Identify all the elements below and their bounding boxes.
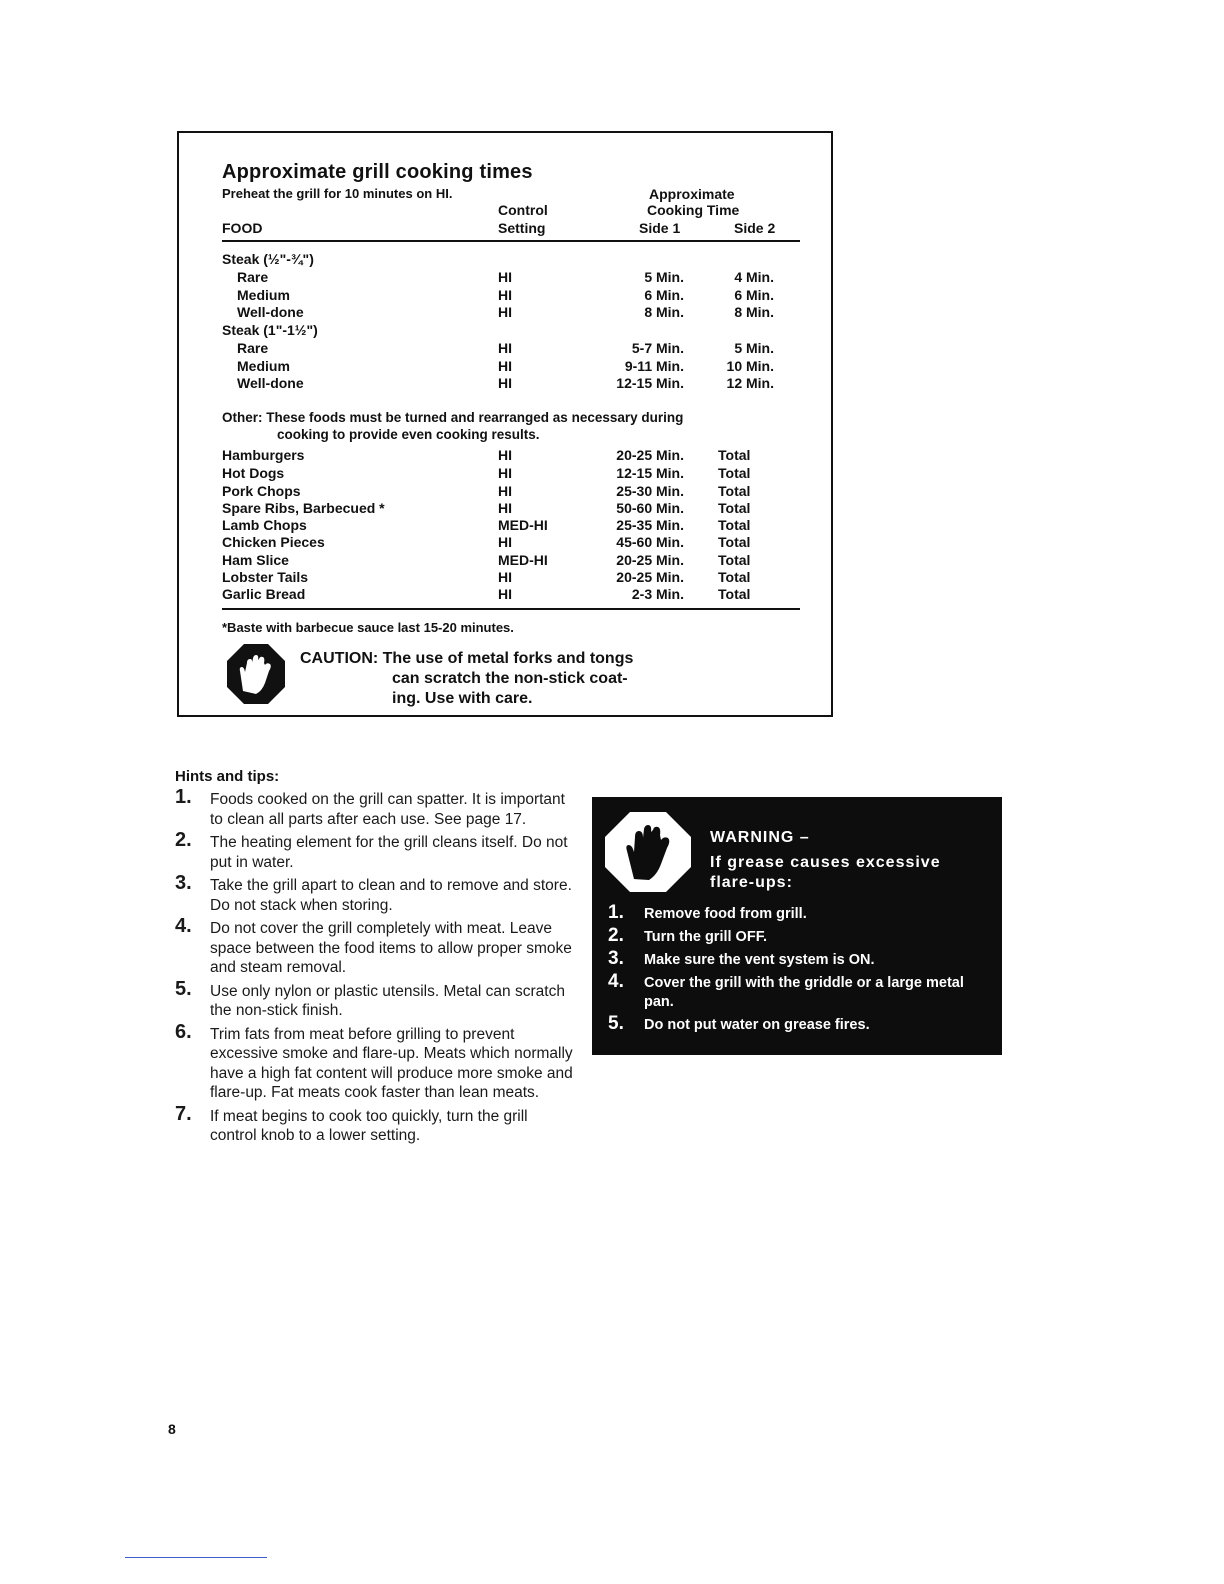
table-row: [179, 358, 831, 376]
side-1-time: 6 Min.: [644, 287, 684, 303]
total-label: Total: [718, 465, 751, 481]
side-1-time: 5 Min.: [644, 269, 684, 285]
control-setting: HI: [498, 483, 512, 499]
warning-subtitle-line-2: flare-ups:: [710, 874, 793, 891]
total-label: Total: [718, 552, 751, 568]
item-number: 1.: [608, 902, 624, 923]
table-row: [179, 569, 831, 587]
warning-subtitle: [710, 853, 941, 893]
side-1-time: 8 Min.: [644, 304, 684, 320]
table-row: [179, 269, 831, 287]
item-number: 3.: [608, 948, 624, 969]
table-row: [179, 304, 831, 322]
control-setting: HI: [498, 447, 512, 463]
page-number: 8: [168, 1421, 176, 1437]
control-setting: HI: [498, 340, 512, 356]
item-number: 3.: [175, 872, 192, 894]
group-label: Steak (1"-1½"): [222, 322, 318, 338]
side-2-time: 4 Min.: [734, 269, 774, 285]
item-number: 4.: [608, 971, 624, 992]
table-title: Approximate grill cooking times: [222, 161, 533, 183]
warning-box: [592, 797, 1002, 1055]
warning-hand-icon: [604, 811, 692, 893]
control-setting: HI: [498, 465, 512, 481]
table-row: [179, 465, 831, 483]
total-label: Total: [718, 483, 751, 499]
caution-message: [300, 649, 633, 709]
item-text: Take the grill apart to clean and to remove and store. Do not stack when storing.: [210, 877, 572, 914]
hints-list: [175, 786, 575, 1150]
total-label: Total: [718, 586, 751, 602]
total-label: Total: [718, 500, 751, 516]
item-number: 4.: [175, 915, 192, 937]
control-setting: HI: [498, 586, 512, 602]
cooking-time: 25-30 Min.: [616, 483, 684, 499]
side-2-time: 10 Min.: [726, 358, 774, 374]
group-label: Steak (½"-¾"): [222, 251, 314, 267]
table-row: [179, 500, 831, 518]
item-number: 1.: [175, 786, 192, 808]
food-name: Lobster Tails: [222, 569, 309, 585]
cooking-time: 20-25 Min.: [616, 447, 684, 463]
side-1-time: 9-11 Min.: [624, 358, 684, 374]
table-row: [179, 287, 831, 305]
caution-hand-icon: [226, 643, 286, 705]
food-name: Hamburgers: [222, 447, 305, 463]
grill-cooking-times-box: [177, 131, 833, 717]
caution-line-1: CAUTION: The use of metal forks and tongs: [300, 650, 634, 667]
cooking-time: 25-35 Min.: [616, 517, 684, 533]
food-name: Hot Dogs: [222, 465, 285, 481]
total-label: Total: [718, 534, 751, 550]
control-setting: HI: [498, 358, 512, 374]
list-item: [608, 925, 993, 947]
item-text: Remove food from grill.: [644, 906, 807, 922]
item-number: 6.: [175, 1020, 192, 1043]
item-text: The heating element for the grill cleans itself. Do not put in water.: [210, 834, 568, 871]
warning-title: WARNING –: [710, 829, 810, 846]
cooking-time: 20-25 Min.: [616, 569, 684, 585]
total-label: Total: [718, 569, 751, 585]
item-text: Trim fats from meat before grilling to prevent excessive smoke and flare-up. Meats which normally have a high fat content will produce more smoke and flare-up. Fat meats cook faster than lean meats.: [210, 1025, 573, 1101]
hints-title: Hints and tips:: [175, 768, 280, 785]
side-2-time: 6 Min.: [734, 287, 774, 303]
list-item: [175, 1102, 575, 1146]
control-setting: MED-HI: [498, 517, 548, 533]
side-2-time: 12 Min.: [726, 375, 774, 391]
cooking-time: 50-60 Min.: [616, 500, 684, 516]
table-row: [179, 340, 831, 358]
table-row: [179, 375, 831, 393]
header-setting: Setting: [498, 220, 546, 236]
header-side-2: Side 2: [734, 220, 776, 236]
food-name: Rare: [237, 340, 269, 356]
control-setting: HI: [498, 269, 512, 285]
side-2-time: 8 Min.: [734, 304, 774, 320]
control-setting: HI: [498, 304, 512, 320]
list-item: [175, 915, 575, 978]
list-item: [175, 872, 575, 915]
item-number: 2.: [608, 925, 624, 946]
header-side-1: Side 1: [639, 220, 681, 236]
table-row: [179, 483, 831, 501]
header-divider: [222, 240, 800, 242]
side-2-time: 5 Min.: [734, 340, 774, 356]
food-name: Ham Slice: [222, 552, 289, 568]
header-cooking-time: Cooking Time: [647, 202, 740, 218]
control-setting: MED-HI: [498, 552, 548, 568]
item-text: Make sure the vent system is ON.: [644, 952, 875, 968]
item-text: Turn the grill OFF.: [644, 929, 767, 945]
caution-line-2: can scratch the non-stick coat-: [392, 670, 628, 687]
cooking-time: 2-3 Min.: [631, 586, 684, 602]
footer-rule: [125, 1557, 267, 1558]
item-number: 2.: [175, 829, 192, 851]
footnote: *Baste with barbecue sauce last 15-20 minutes.: [222, 620, 514, 635]
table-row: [179, 534, 831, 552]
item-text: Foods cooked on the grill can spatter. It is important to clean all parts after each use. See page 17.: [210, 791, 565, 828]
item-number: 7.: [175, 1102, 192, 1125]
list-item: [608, 1013, 993, 1035]
other-note-line-2: cooking to provide even cooking results.: [277, 427, 540, 442]
cooking-time: 12-15 Min.: [616, 465, 684, 481]
control-setting: HI: [498, 287, 512, 303]
total-label: Total: [718, 517, 751, 533]
other-note-line-1: Other: These foods must be turned and rearranged as necessary during: [222, 410, 684, 425]
table-row: [179, 447, 831, 465]
food-name: Garlic Bread: [222, 586, 306, 602]
item-text: If meat begins to cook too quickly, turn the grill control knob to a lower setting.: [210, 1107, 528, 1144]
list-item: [608, 902, 993, 924]
table-row: [179, 586, 831, 604]
item-number: 5.: [175, 977, 192, 1000]
cooking-time: 20-25 Min.: [616, 552, 684, 568]
preheat-note: Preheat the grill for 10 minutes on HI.: [222, 186, 453, 201]
header-approximate: Approximate: [649, 186, 735, 202]
warning-steps: [608, 902, 993, 1039]
control-setting: HI: [498, 500, 512, 516]
list-item: [175, 829, 575, 872]
item-text: Cover the grill with the griddle or a large metal pan.: [644, 975, 964, 1010]
side-1-time: 5-7 Min.: [631, 340, 684, 356]
food-name: Chicken Pieces: [222, 534, 325, 550]
food-name: Medium: [237, 358, 290, 374]
table-row: [179, 552, 831, 570]
warning-subtitle-line-1: If grease causes excessive: [710, 854, 941, 871]
cooking-time: 45-60 Min.: [616, 534, 684, 550]
food-name: Rare: [237, 269, 269, 285]
list-item: [175, 1020, 575, 1103]
caution-line-3: ing. Use with care.: [392, 690, 533, 707]
food-name: Lamb Chops: [222, 517, 307, 533]
side-1-time: 12-15 Min.: [616, 375, 684, 391]
food-name: Medium: [237, 287, 290, 303]
other-foods-note: [222, 409, 683, 443]
list-item: [175, 977, 575, 1021]
food-name: Well-done: [237, 375, 304, 391]
table-row: [179, 517, 831, 535]
item-text: Use only nylon or plastic utensils. Metal can scratch the non-stick finish.: [210, 982, 565, 1019]
food-name: Spare Ribs, Barbecued *: [222, 500, 385, 516]
control-setting: HI: [498, 569, 512, 585]
control-setting: HI: [498, 534, 512, 550]
list-item: [175, 786, 575, 829]
food-name: Pork Chops: [222, 483, 301, 499]
header-food: FOOD: [222, 220, 263, 236]
item-number: 5.: [608, 1013, 624, 1034]
list-item: [608, 948, 993, 970]
total-label: Total: [718, 447, 751, 463]
table-bottom-divider: [222, 608, 800, 610]
header-control: Control: [498, 202, 548, 218]
control-setting: HI: [498, 375, 512, 391]
item-text: Do not cover the grill completely with meat. Leave space between the food items to allow proper smoke and steam removal.: [210, 920, 572, 976]
list-item: [608, 971, 993, 1012]
food-name: Well-done: [237, 304, 304, 320]
item-text: Do not put water on grease fires.: [644, 1017, 870, 1033]
